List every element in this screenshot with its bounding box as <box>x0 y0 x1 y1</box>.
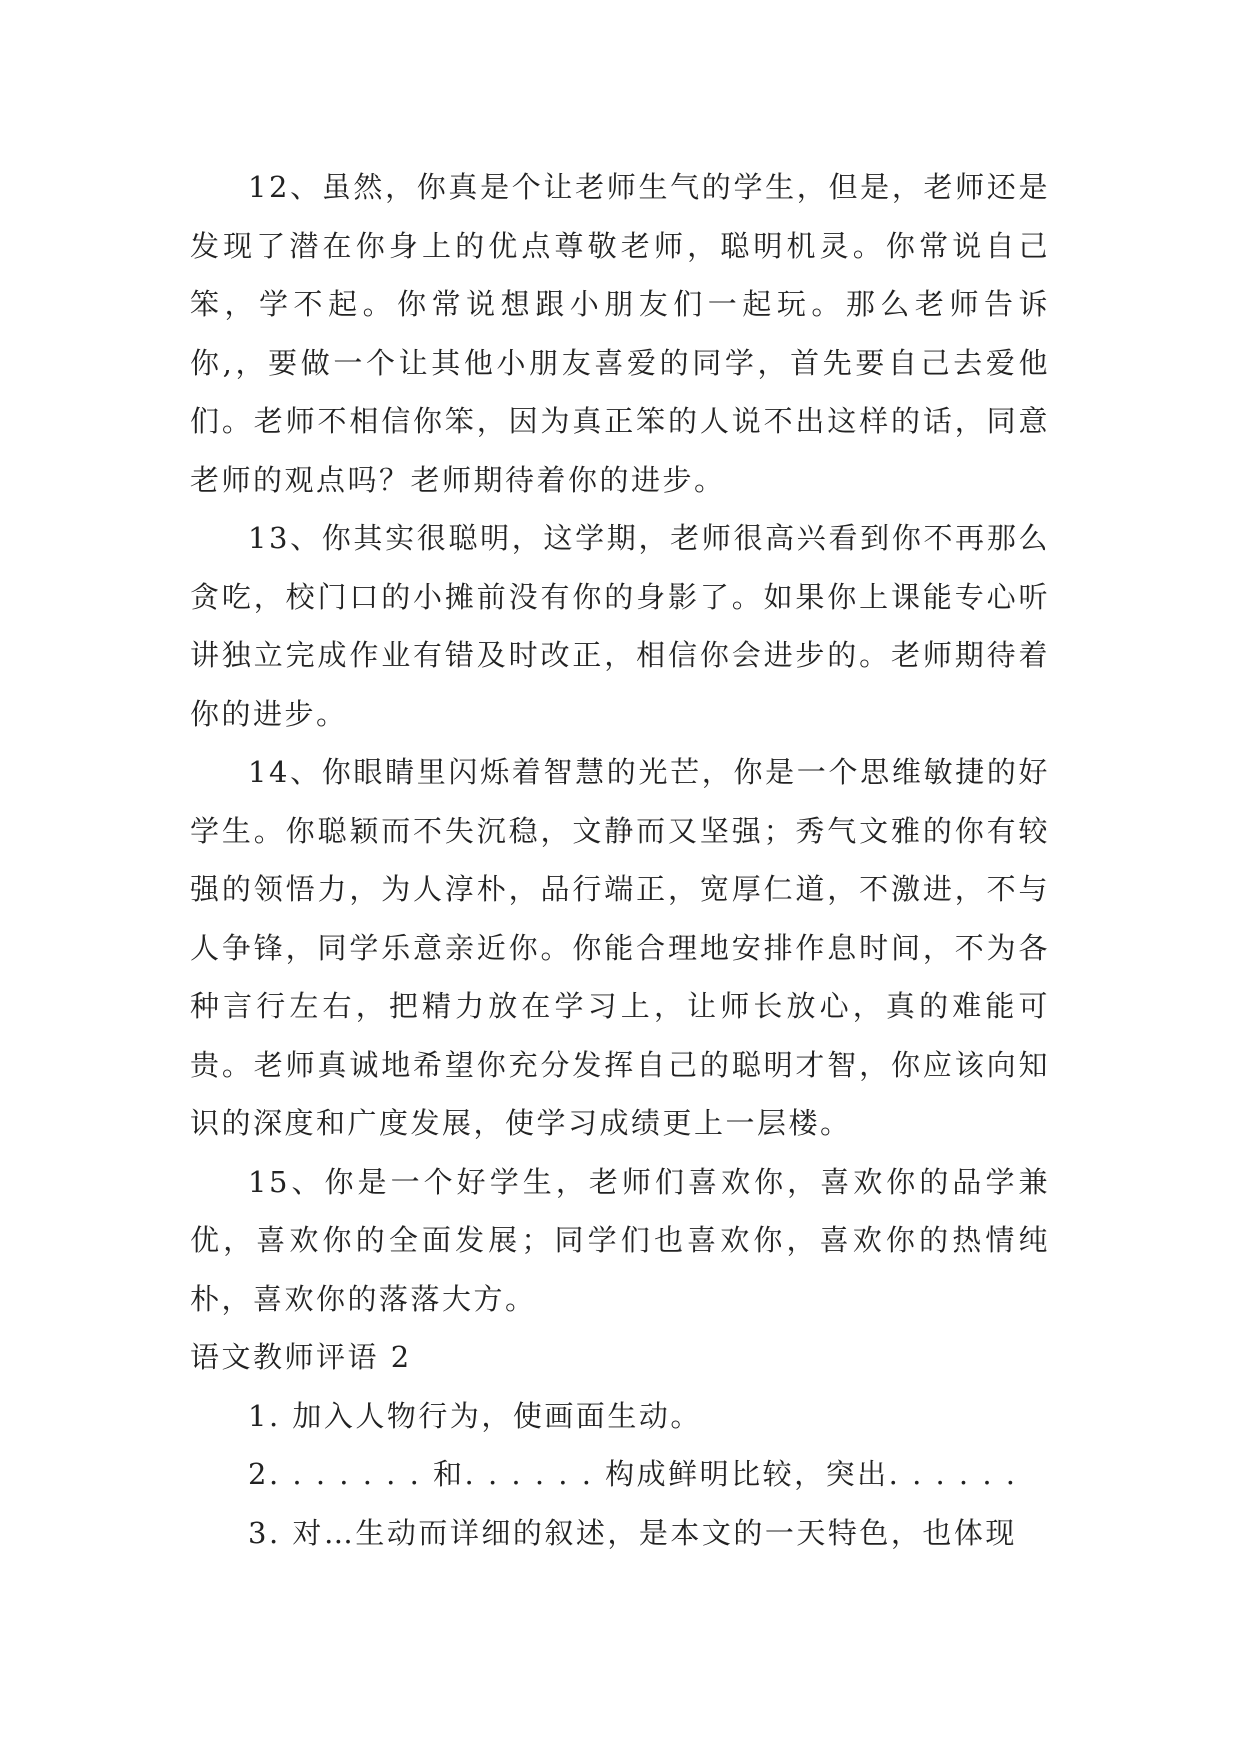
paragraph-14: 14、你眼睛里闪烁着智慧的光芒，你是一个思维敏捷的好学生。你聪颖而不失沉稳，文静而又坚强；秀气文雅的你有较强的领悟力，为人淳朴，品行端正，宽厚仁道，不激进，不与人争锋，同学乐意亲近你。你能合理地安排作息时间，不为各种言行左右，把精力放在学习上，让师长放心，真的难能可贵。老师真诚地希望你充分发挥自己的聪明才智，你应该向知识的深度和广度发展，使学习成绩更上一层楼。 <box>190 755 1050 1140</box>
section-heading: 语文教师评语 2 <box>190 1340 412 1374</box>
paragraph-15: 15、你是一个好学生，老师们喜欢你，喜欢你的品学兼优，喜欢你的全面发展；同学们也喜欢你，喜欢你的热情纯朴，喜欢你的落落大方。 <box>190 1164 1050 1316</box>
list-item-2: 2. . . . . . . 和. . . . . . 构成鲜明比较，突出. . . . . . <box>248 1457 1018 1491</box>
list-item-3: 3. 对…生动而详细的叙述，是本文的一天特色，也体现 <box>248 1515 1017 1550</box>
paragraph-13: 13、你其实很聪明，这学期，老师很高兴看到你不再那么贪吃，校门口的小摊前没有你的身影了。如果你上课能专心听讲独立完成作业有错及时改正，相信你会进步的。老师期待着你的进步。 <box>190 521 1050 731</box>
list-item-1: 1. 加入人物行为，使画面生动。 <box>248 1398 702 1433</box>
document-body <box>190 158 1050 1562</box>
paragraph-12: 12、虽然，你真是个让老师生气的学生，但是，老师还是发现了潜在你身上的优点尊敬老师，聪明机灵。你常说自己笨，学不起。你常说想跟小朋友们一起玩。那么老师告诉你,，要做一个让其他小朋友喜爱的同学，首先要自己去爱他们。老师不相信你笨，因为真正笨的人说不出这样的话，同意老师的观点吗？老师期待着你的进步。 <box>190 170 1050 497</box>
